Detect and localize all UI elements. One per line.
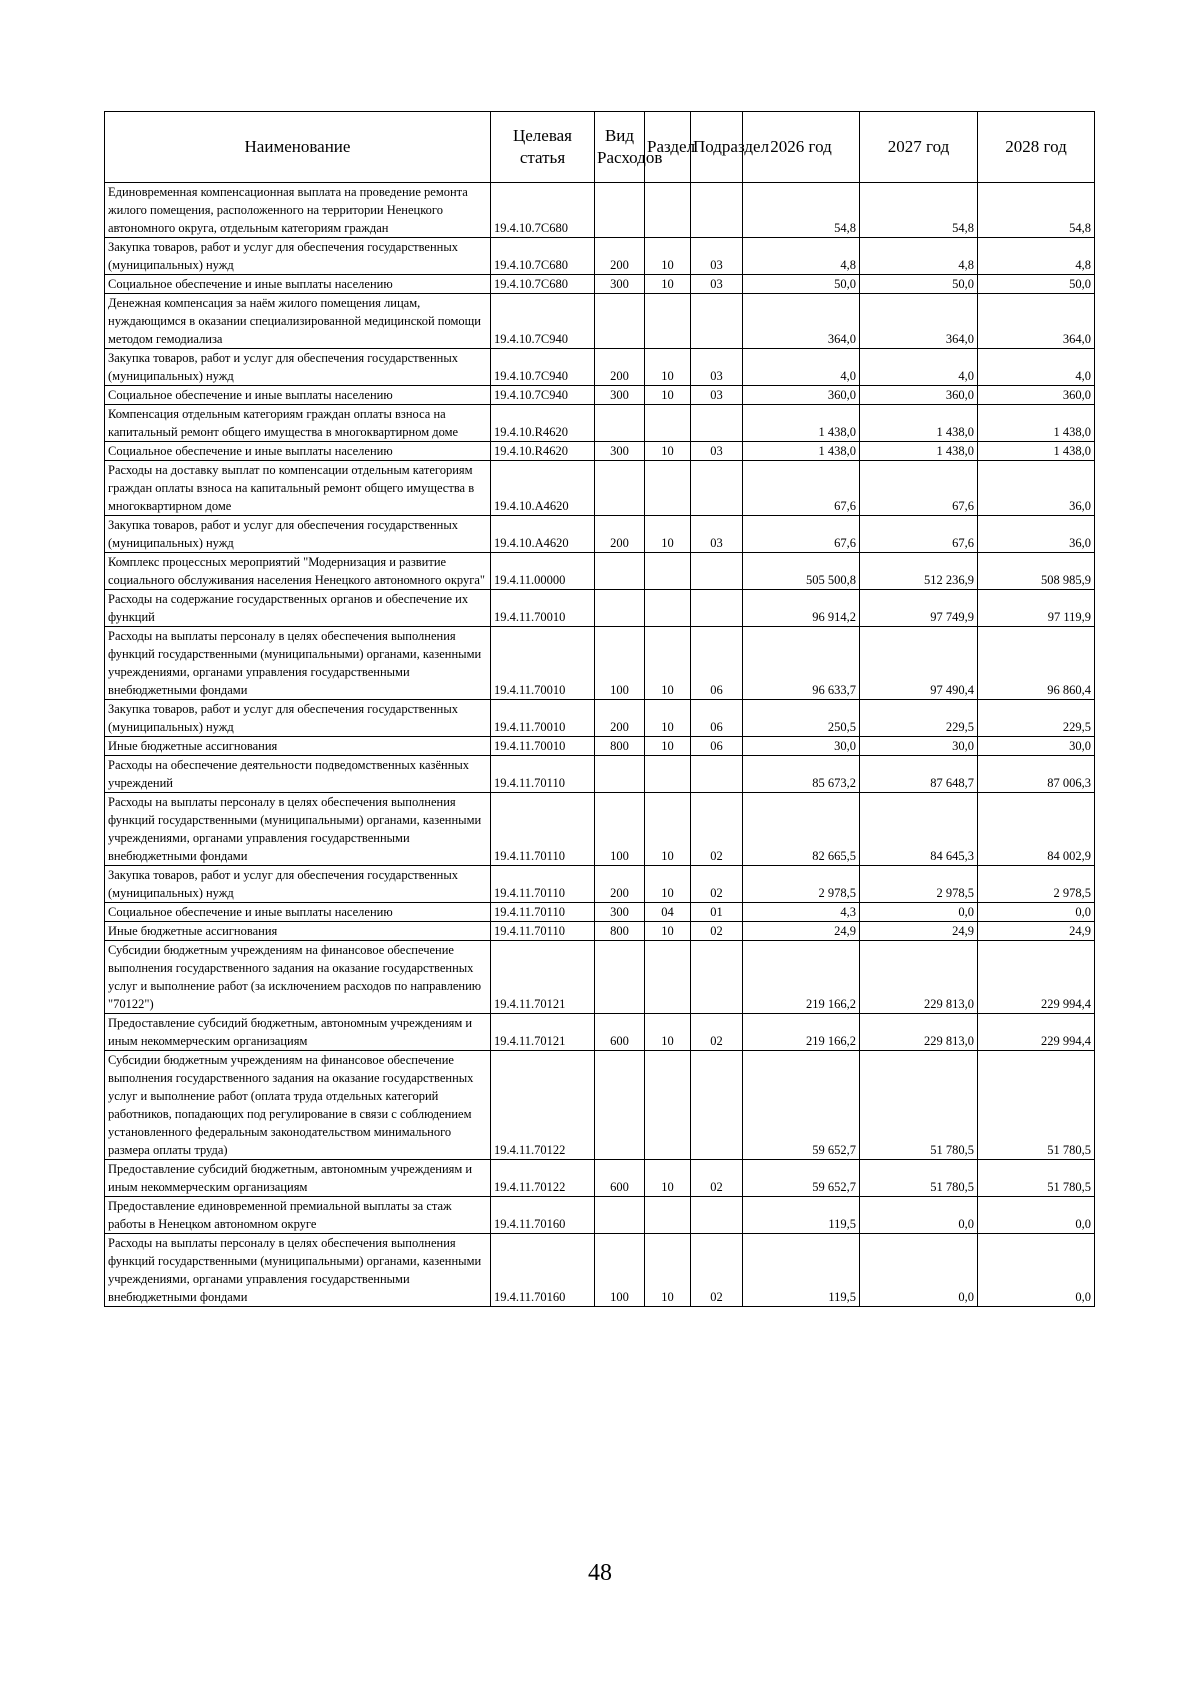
- row-target-article: 19.4.11.70160: [491, 1197, 595, 1234]
- row-amount-2028: 51 780,5: [978, 1160, 1095, 1197]
- table-row: [105, 590, 1095, 627]
- row-subsection: [691, 461, 743, 516]
- row-subsection: [691, 1197, 743, 1234]
- row-amount-2027: 4,8: [860, 238, 978, 275]
- row-amount-2026: 82 665,5: [743, 793, 860, 866]
- row-expense-type: 100: [595, 627, 645, 700]
- row-expense-type: [595, 1051, 645, 1160]
- row-amount-2027: 51 780,5: [860, 1051, 978, 1160]
- row-amount-2028: 0,0: [978, 1234, 1095, 1307]
- row-amount-2028: 84 002,9: [978, 793, 1095, 866]
- row-amount-2026: 24,9: [743, 922, 860, 941]
- row-amount-2027: 24,9: [860, 922, 978, 941]
- row-name: Закупка товаров, работ и услуг для обеспечения государственных (муниципальных) нужд: [105, 238, 491, 275]
- row-expense-type: 200: [595, 349, 645, 386]
- table-row: [105, 405, 1095, 442]
- row-section: 10: [645, 386, 691, 405]
- row-amount-2028: 96 860,4: [978, 627, 1095, 700]
- row-section: 10: [645, 737, 691, 756]
- row-subsection: [691, 941, 743, 1014]
- row-amount-2026: 2 978,5: [743, 866, 860, 903]
- row-name: Социальное обеспечение и иные выплаты населению: [105, 903, 491, 922]
- row-name: Комплекс процессных мероприятий "Модернизация и развитие социального обслуживания населения Ненецкого автономного округа": [105, 553, 491, 590]
- row-name: Денежная компенсация за наём жилого помещения лицам, нуждающимся в оказании специализированной медицинской помощи методом гемодиализа: [105, 294, 491, 349]
- row-target-article: 19.4.11.70160: [491, 1234, 595, 1307]
- row-amount-2026: 54,8: [743, 183, 860, 238]
- row-amount-2026: 4,8: [743, 238, 860, 275]
- row-section: [645, 461, 691, 516]
- row-section: [645, 553, 691, 590]
- row-expense-type: [595, 405, 645, 442]
- row-name: Единовременная компенсационная выплата на проведение ремонта жилого помещения, расположенного на территории Ненецкого автономного округа, отдельным категориям граждан: [105, 183, 491, 238]
- row-amount-2027: 229,5: [860, 700, 978, 737]
- row-expense-type: 200: [595, 238, 645, 275]
- row-expense-type: [595, 553, 645, 590]
- table-row: [105, 349, 1095, 386]
- row-amount-2028: 0,0: [978, 1197, 1095, 1234]
- row-subsection: 03: [691, 238, 743, 275]
- row-subsection: [691, 590, 743, 627]
- row-expense-type: 600: [595, 1160, 645, 1197]
- row-name: Закупка товаров, работ и услуг для обеспечения государственных (муниципальных) нужд: [105, 866, 491, 903]
- table-row: [105, 238, 1095, 275]
- row-subsection: [691, 405, 743, 442]
- table-row: [105, 756, 1095, 793]
- row-name: Субсидии бюджетным учреждениям на финансовое обеспечение выполнения государственного задания на оказание государственных услуг и выполнение работ (за исключением расходов по направлению "70122"): [105, 941, 491, 1014]
- row-target-article: 19.4.11.00000: [491, 553, 595, 590]
- row-amount-2026: 505 500,8: [743, 553, 860, 590]
- row-amount-2028: 24,9: [978, 922, 1095, 941]
- row-name: Расходы на содержание государственных органов и обеспечение их функций: [105, 590, 491, 627]
- row-amount-2027: 0,0: [860, 1234, 978, 1307]
- table-body: [105, 183, 1095, 1307]
- row-section: 10: [645, 922, 691, 941]
- table-row: [105, 737, 1095, 756]
- row-amount-2028: 36,0: [978, 461, 1095, 516]
- table-row: [105, 627, 1095, 700]
- row-amount-2026: 1 438,0: [743, 442, 860, 461]
- row-amount-2027: 0,0: [860, 903, 978, 922]
- row-section: [645, 294, 691, 349]
- table-row: [105, 1197, 1095, 1234]
- row-target-article: 19.4.10.7С680: [491, 275, 595, 294]
- row-amount-2026: 59 652,7: [743, 1160, 860, 1197]
- row-expense-type: [595, 941, 645, 1014]
- header-target-article: Целевая статья: [491, 112, 595, 183]
- row-subsection: 03: [691, 275, 743, 294]
- header-year-2027: 2027 год: [860, 112, 978, 183]
- table-row: [105, 275, 1095, 294]
- row-section: [645, 756, 691, 793]
- row-section: 10: [645, 1160, 691, 1197]
- row-target-article: 19.4.11.70110: [491, 756, 595, 793]
- row-amount-2026: 360,0: [743, 386, 860, 405]
- row-expense-type: [595, 183, 645, 238]
- row-amount-2027: 360,0: [860, 386, 978, 405]
- table-header: [105, 112, 1095, 183]
- row-amount-2027: 84 645,3: [860, 793, 978, 866]
- row-target-article: 19.4.11.70121: [491, 1014, 595, 1051]
- row-amount-2028: 36,0: [978, 516, 1095, 553]
- row-amount-2027: 4,0: [860, 349, 978, 386]
- page-number: 48: [588, 1560, 612, 1586]
- header-subsection: Подраздел: [691, 112, 743, 183]
- row-amount-2026: 96 633,7: [743, 627, 860, 700]
- row-amount-2026: 59 652,7: [743, 1051, 860, 1160]
- row-subsection: 02: [691, 793, 743, 866]
- row-target-article: 19.4.11.70122: [491, 1160, 595, 1197]
- row-section: 10: [645, 1014, 691, 1051]
- header-section: Раздел: [645, 112, 691, 183]
- row-expense-type: [595, 1197, 645, 1234]
- row-amount-2028: 360,0: [978, 386, 1095, 405]
- row-amount-2027: 229 813,0: [860, 941, 978, 1014]
- row-amount-2027: 67,6: [860, 461, 978, 516]
- table-row: [105, 461, 1095, 516]
- row-amount-2026: 364,0: [743, 294, 860, 349]
- row-amount-2026: 219 166,2: [743, 1014, 860, 1051]
- table-row: [105, 903, 1095, 922]
- row-amount-2027: 67,6: [860, 516, 978, 553]
- row-name: Расходы на выплаты персоналу в целях обеспечения выполнения функций государственными (муниципальными) органами, казенными учреждениями, органами управления государственными внебюджетными фондами: [105, 793, 491, 866]
- row-amount-2028: 229 994,4: [978, 1014, 1095, 1051]
- table-row: [105, 941, 1095, 1014]
- table-row: [105, 866, 1095, 903]
- row-subsection: 03: [691, 442, 743, 461]
- row-amount-2027: 1 438,0: [860, 442, 978, 461]
- row-amount-2028: 50,0: [978, 275, 1095, 294]
- row-target-article: 19.4.10.R4620: [491, 442, 595, 461]
- row-amount-2026: 85 673,2: [743, 756, 860, 793]
- row-target-article: 19.4.11.70110: [491, 922, 595, 941]
- row-target-article: 19.4.11.70010: [491, 627, 595, 700]
- row-target-article: 19.4.11.70110: [491, 903, 595, 922]
- row-amount-2026: 67,6: [743, 461, 860, 516]
- row-amount-2027: 2 978,5: [860, 866, 978, 903]
- table-row: [105, 1160, 1095, 1197]
- row-amount-2027: 51 780,5: [860, 1160, 978, 1197]
- row-section: [645, 1051, 691, 1160]
- row-section: 10: [645, 866, 691, 903]
- row-subsection: [691, 756, 743, 793]
- table-row: [105, 1234, 1095, 1307]
- row-expense-type: [595, 294, 645, 349]
- table-row: [105, 516, 1095, 553]
- row-name: Расходы на выплаты персоналу в целях обеспечения выполнения функций государственными (муниципальными) органами, казенными учреждениями, органами управления государственными внебюджетными фондами: [105, 1234, 491, 1307]
- row-name: Предоставление субсидий бюджетным, автономным учреждениям и иным некоммерческим организациям: [105, 1014, 491, 1051]
- row-amount-2027: 54,8: [860, 183, 978, 238]
- row-amount-2027: 50,0: [860, 275, 978, 294]
- row-section: 04: [645, 903, 691, 922]
- row-section: 10: [645, 442, 691, 461]
- table-row: [105, 183, 1095, 238]
- row-amount-2028: 30,0: [978, 737, 1095, 756]
- row-amount-2028: 97 119,9: [978, 590, 1095, 627]
- row-expense-type: 200: [595, 866, 645, 903]
- row-expense-type: [595, 590, 645, 627]
- row-amount-2028: 51 780,5: [978, 1051, 1095, 1160]
- row-section: [645, 405, 691, 442]
- row-amount-2027: 1 438,0: [860, 405, 978, 442]
- row-expense-type: 200: [595, 516, 645, 553]
- row-amount-2028: 229,5: [978, 700, 1095, 737]
- row-amount-2028: 364,0: [978, 294, 1095, 349]
- row-section: [645, 183, 691, 238]
- row-name: Предоставление субсидий бюджетным, автономным учреждениям и иным некоммерческим организациям: [105, 1160, 491, 1197]
- row-amount-2026: 119,5: [743, 1234, 860, 1307]
- row-target-article: 19.4.11.70010: [491, 700, 595, 737]
- row-name: Субсидии бюджетным учреждениям на финансовое обеспечение выполнения государственного задания на оказание государственных услуг и выполнение работ (оплата труда отдельных категорий работников, попадающих под регулирование в связи с соблюдением установленного федеральным законодательством минимального размера оплаты труда): [105, 1051, 491, 1160]
- row-target-article: 19.4.10.7С680: [491, 238, 595, 275]
- table-row: [105, 922, 1095, 941]
- header-name: Наименование: [105, 112, 491, 183]
- row-expense-type: 100: [595, 793, 645, 866]
- row-expense-type: 800: [595, 737, 645, 756]
- row-section: 10: [645, 238, 691, 275]
- row-target-article: 19.4.10.7С680: [491, 183, 595, 238]
- row-expense-type: [595, 756, 645, 793]
- row-target-article: 19.4.11.70010: [491, 737, 595, 756]
- row-expense-type: 800: [595, 922, 645, 941]
- row-expense-type: 300: [595, 903, 645, 922]
- row-subsection: 03: [691, 349, 743, 386]
- row-section: [645, 590, 691, 627]
- row-amount-2026: 4,0: [743, 349, 860, 386]
- row-section: 10: [645, 1234, 691, 1307]
- row-subsection: [691, 183, 743, 238]
- row-section: 10: [645, 275, 691, 294]
- row-amount-2026: 219 166,2: [743, 941, 860, 1014]
- row-name: Компенсация отдельным категориям граждан оплаты взноса на капитальный ремонт общего имущества в многоквартирном доме: [105, 405, 491, 442]
- row-amount-2028: 87 006,3: [978, 756, 1095, 793]
- header-year-2026: 2026 год: [743, 112, 860, 183]
- row-target-article: 19.4.11.70121: [491, 941, 595, 1014]
- row-amount-2026: 50,0: [743, 275, 860, 294]
- row-name: Расходы на обеспечение деятельности подведомственных казённых учреждений: [105, 756, 491, 793]
- row-section: 10: [645, 793, 691, 866]
- row-target-article: 19.4.11.70122: [491, 1051, 595, 1160]
- row-section: 10: [645, 627, 691, 700]
- row-amount-2026: 67,6: [743, 516, 860, 553]
- row-amount-2027: 87 648,7: [860, 756, 978, 793]
- row-target-article: 19.4.10.А4620: [491, 516, 595, 553]
- row-expense-type: 200: [595, 700, 645, 737]
- row-amount-2026: 4,3: [743, 903, 860, 922]
- row-name: Социальное обеспечение и иные выплаты населению: [105, 386, 491, 405]
- row-amount-2027: 0,0: [860, 1197, 978, 1234]
- row-amount-2028: 4,8: [978, 238, 1095, 275]
- row-amount-2028: 2 978,5: [978, 866, 1095, 903]
- row-subsection: 03: [691, 516, 743, 553]
- table-row: [105, 553, 1095, 590]
- row-amount-2026: 250,5: [743, 700, 860, 737]
- row-subsection: 06: [691, 737, 743, 756]
- row-section: [645, 941, 691, 1014]
- row-amount-2028: 54,8: [978, 183, 1095, 238]
- row-name: Предоставление единовременной премиальной выплаты за стаж работы в Ненецком автономном округе: [105, 1197, 491, 1234]
- row-name: Закупка товаров, работ и услуг для обеспечения государственных (муниципальных) нужд: [105, 700, 491, 737]
- row-name: Расходы на выплаты персоналу в целях обеспечения выполнения функций государственными (муниципальными) органами, казенными учреждениями, органами управления государственными внебюджетными фондами: [105, 627, 491, 700]
- row-amount-2026: 30,0: [743, 737, 860, 756]
- row-subsection: 06: [691, 627, 743, 700]
- row-section: [645, 1197, 691, 1234]
- row-amount-2027: 512 236,9: [860, 553, 978, 590]
- row-amount-2027: 229 813,0: [860, 1014, 978, 1051]
- row-amount-2028: 229 994,4: [978, 941, 1095, 1014]
- row-target-article: 19.4.11.70110: [491, 866, 595, 903]
- row-section: 10: [645, 700, 691, 737]
- row-name: Социальное обеспечение и иные выплаты населению: [105, 442, 491, 461]
- header-expense-type: Вид Расходов: [595, 112, 645, 183]
- row-subsection: 03: [691, 386, 743, 405]
- table-row: [105, 1014, 1095, 1051]
- row-target-article: 19.4.10.7С940: [491, 349, 595, 386]
- table-row: [105, 442, 1095, 461]
- row-name: Иные бюджетные ассигнования: [105, 737, 491, 756]
- row-amount-2028: 508 985,9: [978, 553, 1095, 590]
- table-row: [105, 793, 1095, 866]
- row-amount-2027: 30,0: [860, 737, 978, 756]
- row-expense-type: 300: [595, 442, 645, 461]
- row-target-article: 19.4.10.А4620: [491, 461, 595, 516]
- row-expense-type: [595, 461, 645, 516]
- table-row: [105, 386, 1095, 405]
- row-section: 10: [645, 516, 691, 553]
- row-amount-2026: 1 438,0: [743, 405, 860, 442]
- row-amount-2028: 4,0: [978, 349, 1095, 386]
- row-amount-2028: 1 438,0: [978, 405, 1095, 442]
- row-subsection: 02: [691, 1014, 743, 1051]
- row-target-article: 19.4.10.7С940: [491, 294, 595, 349]
- row-amount-2027: 97 749,9: [860, 590, 978, 627]
- table-row: [105, 294, 1095, 349]
- table-row: [105, 700, 1095, 737]
- row-name: Закупка товаров, работ и услуг для обеспечения государственных (муниципальных) нужд: [105, 516, 491, 553]
- row-target-article: 19.4.11.70110: [491, 793, 595, 866]
- row-expense-type: 300: [595, 386, 645, 405]
- row-amount-2028: 0,0: [978, 903, 1095, 922]
- row-expense-type: 300: [595, 275, 645, 294]
- row-subsection: 02: [691, 1234, 743, 1307]
- row-target-article: 19.4.10.R4620: [491, 405, 595, 442]
- row-name: Иные бюджетные ассигнования: [105, 922, 491, 941]
- row-amount-2026: 119,5: [743, 1197, 860, 1234]
- row-subsection: [691, 553, 743, 590]
- row-expense-type: 100: [595, 1234, 645, 1307]
- row-name: Социальное обеспечение и иные выплаты населению: [105, 275, 491, 294]
- row-subsection: 06: [691, 700, 743, 737]
- row-section: 10: [645, 349, 691, 386]
- row-target-article: 19.4.10.7С940: [491, 386, 595, 405]
- row-name: Расходы на доставку выплат по компенсации отдельным категориям граждан оплаты взноса на капитальный ремонт общего имущества в многоквартирном доме: [105, 461, 491, 516]
- row-subsection: 02: [691, 866, 743, 903]
- row-amount-2028: 1 438,0: [978, 442, 1095, 461]
- row-subsection: 02: [691, 922, 743, 941]
- row-expense-type: 600: [595, 1014, 645, 1051]
- row-target-article: 19.4.11.70010: [491, 590, 595, 627]
- row-name: Закупка товаров, работ и услуг для обеспечения государственных (муниципальных) нужд: [105, 349, 491, 386]
- table-row: [105, 1051, 1095, 1160]
- row-subsection: 02: [691, 1160, 743, 1197]
- row-subsection: 01: [691, 903, 743, 922]
- row-amount-2027: 97 490,4: [860, 627, 978, 700]
- row-subsection: [691, 1051, 743, 1160]
- row-amount-2027: 364,0: [860, 294, 978, 349]
- row-amount-2026: 96 914,2: [743, 590, 860, 627]
- header-year-2028: 2028 год: [978, 112, 1095, 183]
- budget-table: [104, 111, 1095, 1307]
- row-subsection: [691, 294, 743, 349]
